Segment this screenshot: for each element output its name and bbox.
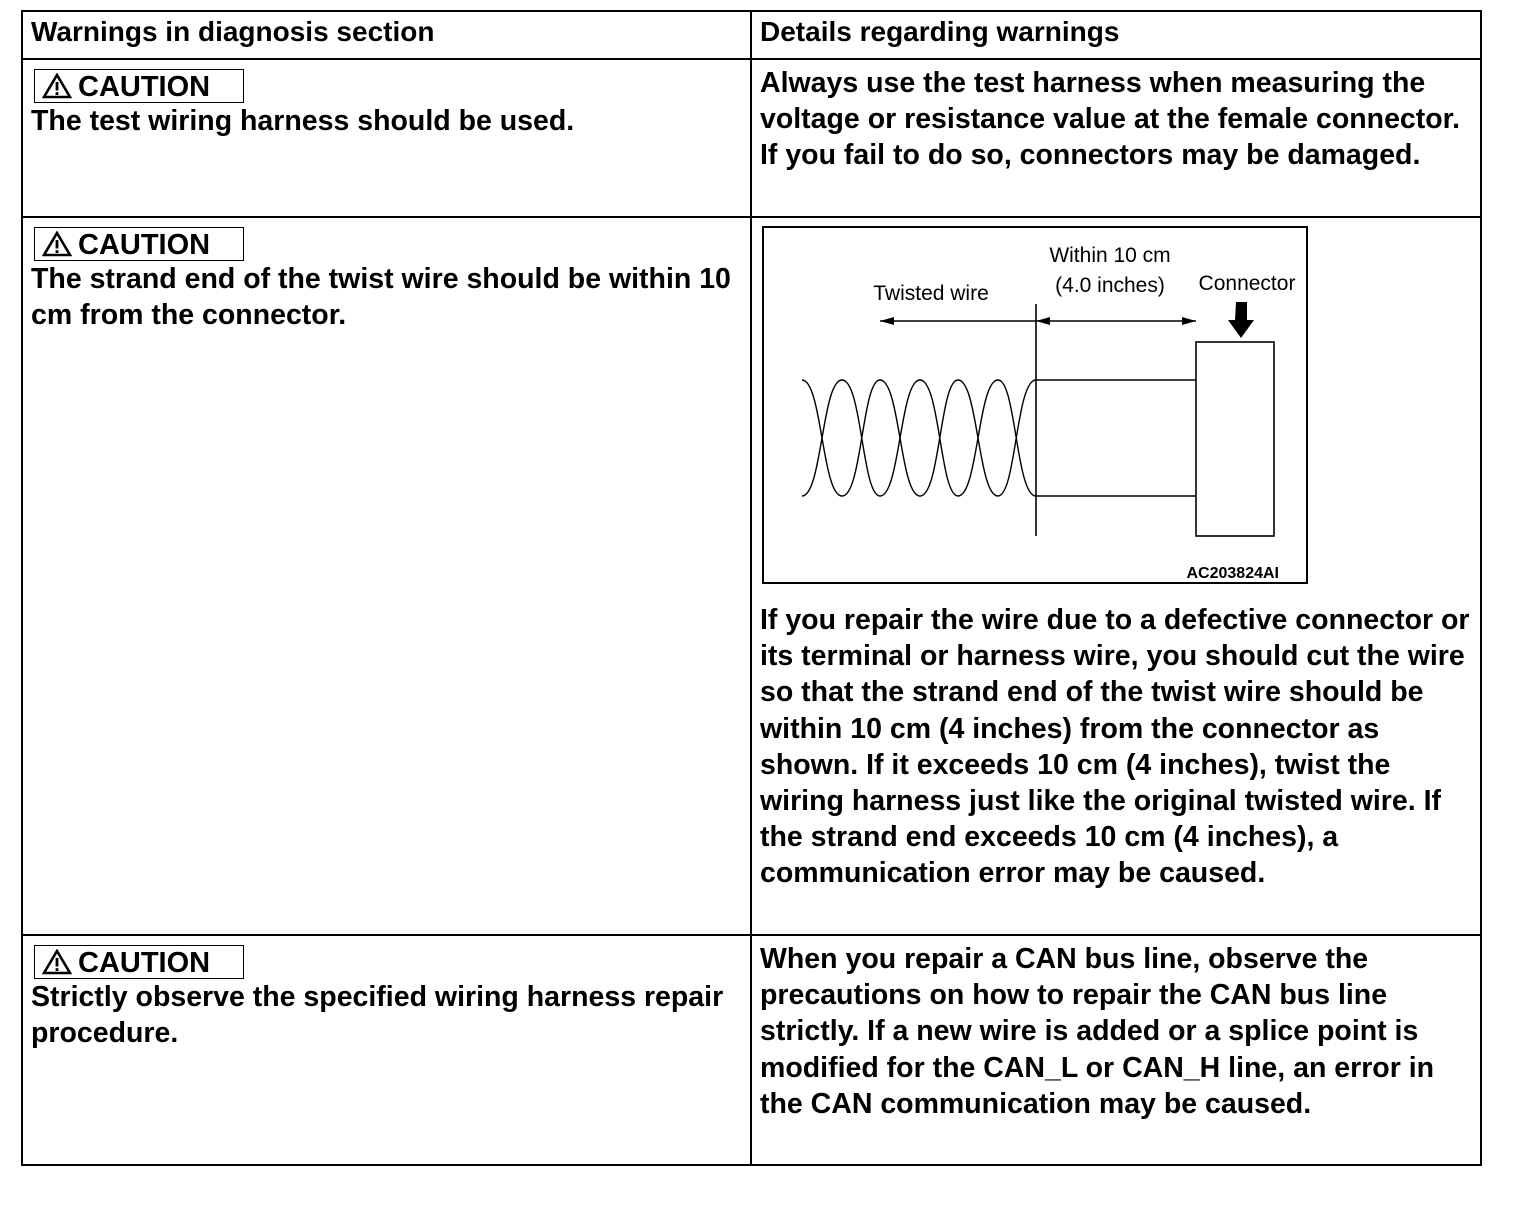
warning-triangle-icon <box>42 949 72 975</box>
warning-cell <box>22 217 751 935</box>
warning-text: The strand end of the twist wire should be within 10 cm from the connector. <box>31 263 731 331</box>
caution-label: CAUTION <box>78 71 211 103</box>
twisted-strand-b <box>802 380 1036 496</box>
warning-triangle-icon <box>42 231 72 257</box>
caution-badge <box>34 945 244 979</box>
figure-id: AC203824AI <box>1186 565 1279 582</box>
warning-cell <box>22 59 751 217</box>
warning-text: Strictly observe the specified wiring harness repair procedure. <box>31 981 724 1049</box>
caution-label: CAUTION <box>78 947 211 979</box>
details-text: When you repair a CAN bus line, observe the precautions on how to repair the CAN bus line strictly. If a new wire is added or a splice point is modified for the CAN_L or CAN_H line, an error in the CAN communication may be caused. <box>760 943 1435 1120</box>
within-label-line1: Within 10 cm <box>1049 244 1171 267</box>
header-warnings: Warnings in diagnosis section <box>22 11 751 59</box>
within-arrowhead-left <box>1036 317 1050 325</box>
warning-text: The test wiring harness should be used. <box>31 105 575 137</box>
details-cell <box>751 217 1481 935</box>
header-details: Details regarding warnings <box>751 11 1481 59</box>
details-cell <box>751 935 1481 1165</box>
caution-label: CAUTION <box>78 229 211 261</box>
caution-badge <box>34 227 244 261</box>
twisted-wire-diagram <box>764 228 1306 582</box>
table-header-row <box>22 11 1481 59</box>
details-text: Always use the test harness when measuring the voltage or resistance value at the female connector. If you fail to do so, connectors may be damaged. <box>760 67 1461 172</box>
within-label-line2: (4.0 inches) <box>1055 274 1165 297</box>
connector-box <box>1196 342 1274 536</box>
table-row <box>22 59 1481 217</box>
table-row <box>22 935 1481 1165</box>
warnings-table <box>21 10 1482 1166</box>
within-arrowhead-right <box>1182 317 1196 325</box>
caution-badge <box>34 69 244 103</box>
twisted-wire-arrowhead <box>880 317 894 325</box>
warning-cell <box>22 935 751 1165</box>
connector-label: Connector <box>1198 272 1296 295</box>
twisted-strand-a <box>802 380 1036 496</box>
twisted-wire-label: Twisted wire <box>873 282 989 305</box>
table-row <box>22 217 1481 935</box>
details-cell <box>751 59 1481 217</box>
details-text: If you repair the wire due to a defective connector or its terminal or harness wire, you should cut the wire so that the strand end of the twist wire should be within 10 cm (4 inches) from the connector as shown. If it exceeds 10 cm (4 inches), twist the wiring harness just like the original twisted wire. If the strand end exceeds 10 cm (4 inches), a communication error may be caused. <box>760 604 1470 890</box>
connector-arrow <box>1228 302 1254 338</box>
twisted-wire-figure <box>762 226 1308 584</box>
warning-triangle-icon <box>42 73 72 99</box>
